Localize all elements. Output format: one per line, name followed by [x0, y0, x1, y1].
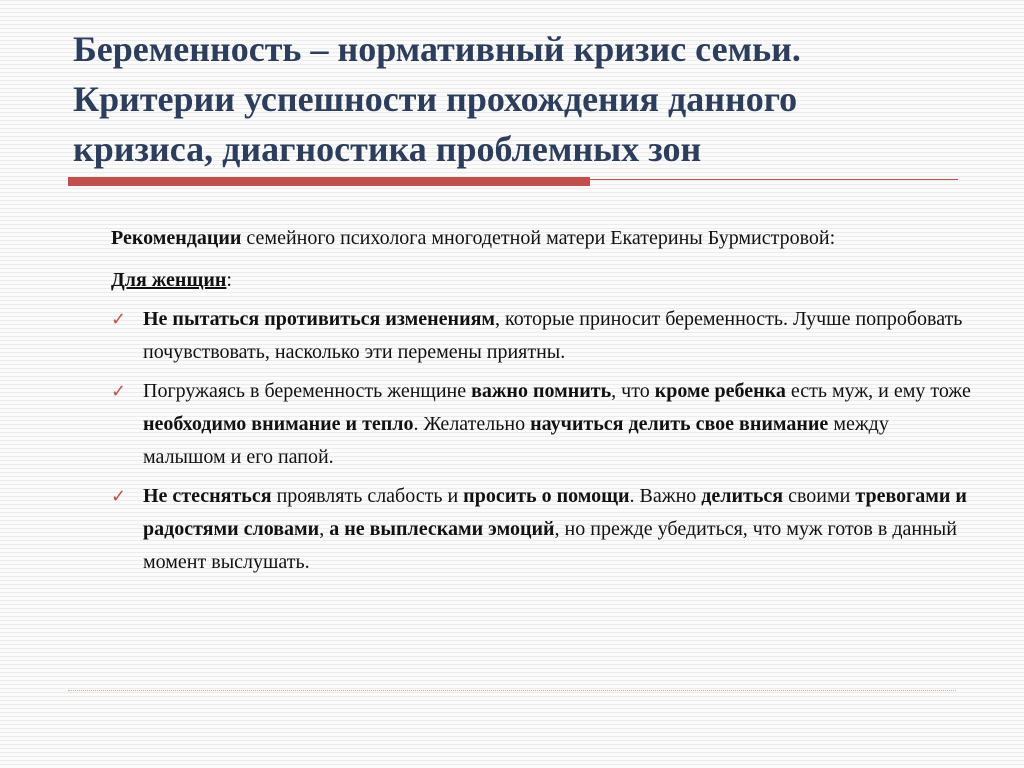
title-underline-bar	[68, 177, 590, 186]
checkmark-icon: ✓	[111, 381, 127, 402]
intro-bold: Рекомендации	[111, 227, 242, 249]
bullet-1-text-1: , которые приносит беременность. Лучше попробовать почувствовать, насколько эти перемены приятны.	[143, 308, 963, 363]
bullet-3-text-3: своими	[783, 485, 856, 507]
bullet-item-2	[111, 375, 973, 474]
bullet-item-1	[111, 303, 973, 369]
bullet-2-bold-2: кроме ребенка	[654, 380, 786, 402]
slide-body	[111, 222, 981, 585]
subheading-label: Для женщин	[111, 269, 227, 291]
subheading	[111, 264, 981, 297]
bullet-3-text-2: . Важно	[629, 485, 702, 507]
bullet-2-text-1: Погружаясь в беременность женщине	[143, 380, 472, 402]
checkmark-icon: ✓	[111, 309, 127, 330]
bullet-1-bold-1: Не пытаться противиться изменениям	[143, 308, 496, 330]
title-underline-line	[590, 179, 958, 180]
bullet-2-text-4: . Желательно	[413, 413, 531, 435]
checkmark-icon: ✓	[111, 486, 127, 507]
bullet-2-text-3: есть муж, и ему тоже	[785, 380, 971, 402]
footer-divider	[68, 690, 956, 691]
intro-text: семейного психолога многодетной матери Екатерины Бурмистровой:	[241, 227, 836, 249]
bullet-3-bold-2: просить о помощи	[463, 485, 630, 507]
bullet-3-text-1: проявлять слабость и	[271, 485, 464, 507]
bullet-3-text-5: , но прежде убедиться, что муж готов в данный момент выслушать.	[143, 518, 957, 573]
bullet-3-bold-4: тревогами и радостями словами	[143, 485, 967, 540]
title-line-2: Критерии успешности прохождения данного	[73, 79, 798, 119]
bullet-3-bold-1: Не стесняться	[143, 485, 272, 507]
slide-title	[73, 24, 973, 174]
bullet-2-bold-1: важно помнить	[471, 380, 612, 402]
bullet-3-text-4: ,	[319, 518, 330, 540]
bullet-3-bold-3: делиться	[701, 485, 784, 507]
bullet-3-bold-5: а не выплесками эмоций	[329, 518, 555, 540]
intro-paragraph	[111, 222, 911, 255]
bullet-2-text-2: , что	[611, 380, 655, 402]
subheading-colon: :	[226, 269, 232, 291]
title-line-1: Беременность – нормативный кризис семьи.	[73, 29, 801, 69]
bullet-2-bold-4: научиться делить свое внимание	[530, 413, 829, 435]
title-line-3: кризиса, диагностика проблемных зон	[73, 129, 702, 169]
bullet-2-text-5: между малышом и его папой.	[143, 413, 889, 468]
bullet-item-3	[111, 480, 973, 579]
bullet-2-bold-3: необходимо внимание и тепло	[143, 413, 414, 435]
